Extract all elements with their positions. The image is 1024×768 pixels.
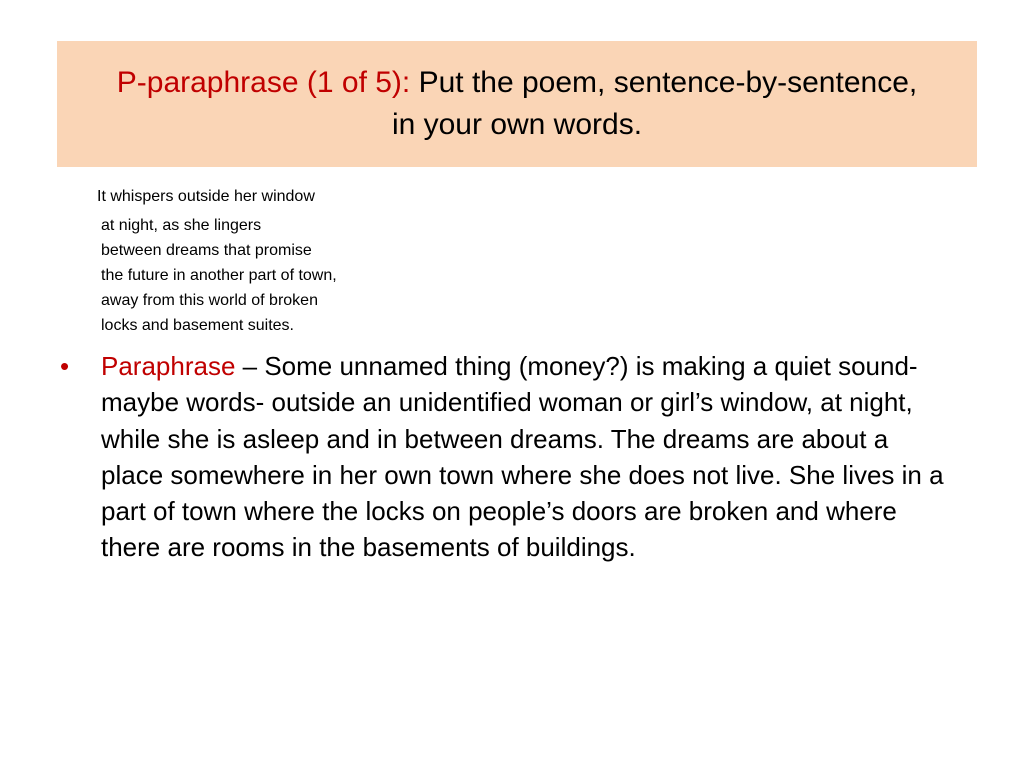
- poem-line: locks and basement suites.: [101, 317, 294, 334]
- paraphrase-bullet: [60, 348, 950, 566]
- title-accent-text: P-paraphrase (1 of 5):: [116, 66, 411, 99]
- paraphrase-label: Paraphrase: [101, 351, 236, 381]
- poem-line: the future in another part of town,: [101, 267, 337, 284]
- slide-title: [107, 62, 927, 146]
- paraphrase-text: [101, 348, 950, 566]
- bullet-marker: •: [60, 351, 70, 381]
- title-banner: [57, 41, 977, 167]
- title-main-text: Put the poem, sentence-by-sentence, in your own words.: [391, 66, 918, 141]
- paraphrase-body: – Some unnamed thing (money?) is making a quiet sound- maybe words- outside an unidentified woman or girl’s window, at night, while she is asleep and in between dreams. The dreams are about a place somewhere in her own town where she does not live. She lives in a part of town where the locks on people’s doors are broken and where there are rooms in the basements of buildings.: [101, 351, 944, 563]
- poem-line: between dreams that promise: [101, 242, 312, 259]
- poem-line: It whispers outside her window: [97, 188, 315, 205]
- poem-line: away from this world of broken: [101, 292, 318, 309]
- poem-line: at night, as she lingers: [101, 217, 262, 234]
